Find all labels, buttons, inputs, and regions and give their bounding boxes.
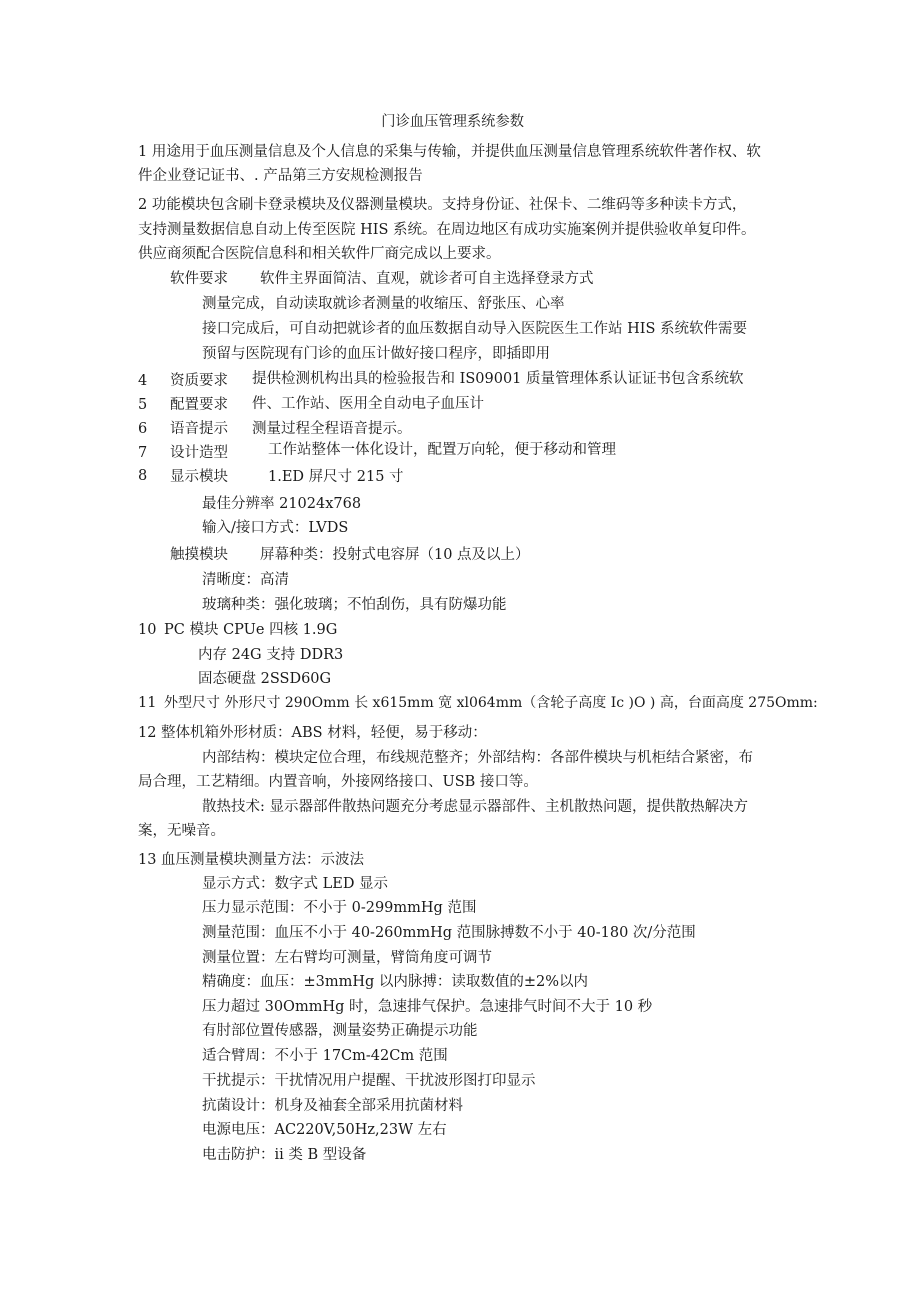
item-text: 外型尺寸 外形尺寸 290Omm 长 x615mm 宽 xl064mm（含轮子高度 Ic )O ) 高，台面高度 275Omm: (164, 695, 818, 711)
paragraph-line: 13 血压测量模块测量方法：示波法 (138, 852, 365, 868)
paragraph-line: 散热技术: 显示器部件散热问题充分考虑显示器部件、主机散热问题，提供散热解决方 (202, 799, 748, 815)
item-number: 4 (138, 373, 148, 389)
item-text: 显示方式：数字式 LED 显示 (202, 876, 389, 892)
item-text: 输入/接口方式：LVDS (202, 520, 349, 536)
item-label: 显示模块 (170, 469, 228, 485)
item-text: 电源电压：AC220V,50Hz,23W 左右 (202, 1122, 447, 1138)
paragraph-line: 案，无噪音。 (138, 823, 225, 839)
item-text: 屏幕种类：投射式电容屏（10 点及以上） (260, 547, 530, 563)
item-text: 工作站整体一体化设计，配置万向轮，便于移动和管理 (268, 442, 616, 458)
item-text: 测量位置：左右臂均可测量，臂筒角度可调节 (202, 950, 492, 966)
paragraph-line: 支持测量数据信息自动上传至医院 HIS 系统。在周边地区有成功实施案例并提供验收单复印件。 (138, 222, 756, 238)
paragraph-line: 件企业登记证书、. 产品第三方安规检测报告 (138, 168, 423, 184)
item-label: 设计造型 (170, 445, 228, 461)
item-text: 电击防护：ii 类 B 型设备 (202, 1147, 367, 1163)
item-number: 6 (138, 421, 148, 437)
item-text: 最佳分辨率 21024x768 (202, 496, 362, 512)
item-number: 11 (138, 695, 157, 711)
item-text: 有肘部位置传感器，测量姿势正确提示功能 (202, 1023, 478, 1039)
item-text: 干扰提示：干扰情况用户提醒、干扰波形图打印显示 (202, 1073, 536, 1089)
paragraph-line: 12 整体机箱外形材质：ABS 材料，轻便，易于移动： (138, 725, 487, 741)
item-number: 5 (138, 397, 148, 413)
item-text: 测量范围：血压不小于 40-260mmHg 范围脉搏数不小于 40-180 次/分范围 (202, 925, 696, 941)
item-label: 软件要求 (170, 271, 228, 287)
item-text: 软件主界面简洁、直观，就诊者可自主选择登录方式 (260, 271, 594, 287)
paragraph-line: 内部结构：模块定位合理，布线规范整齐；外部结构：各部件模块与机柜结合紧密，布 (202, 750, 753, 766)
item-label: 资质要求 (170, 373, 228, 389)
item-number: 7 (138, 445, 148, 461)
item-text: 件、工作站、医用全自动电子血压计 (252, 396, 484, 412)
item-text: 预留与医院现有门诊的血压计做好接口程序，即插即用 (202, 346, 550, 362)
item-text: 测量过程全程语音提示。 (252, 421, 412, 437)
item-text: 压力超过 30OmmHg 时，急速排气保护。急速排气时间不大于 10 秒 (202, 999, 653, 1015)
page-title: 门诊血压管理系统参数 (381, 114, 524, 130)
item-text: 固态硬盘 2SSD60G (198, 671, 332, 687)
item-text: 抗菌设计：机身及袖套全部采用抗菌材料 (202, 1098, 463, 1114)
item-text: 压力显示范围：不小于 0-299mmHg 范围 (202, 900, 477, 916)
item-text: 提供检测机构出具的检验报告和 IS09001 质量管理体系认证证书包含系统软 (252, 371, 744, 387)
item-text: PC 模块 CPUe 四核 1.9G (164, 622, 338, 638)
paragraph-line: 1 用途用于血压测量信息及个人信息的采集与传输，并提供血压测量信息管理系统软件著作权、软 (138, 144, 761, 160)
item-label: 配置要求 (170, 397, 228, 413)
item-text: 接口完成后，可自动把就诊者的血压数据自动导入医院医生工作站 HIS 系统软件需要 (202, 321, 748, 337)
item-text: 精确度：血压：±3mmHg 以内脉搏：读取数值的±2%以内 (202, 974, 589, 990)
paragraph-line: 供应商须配合医院信息科和相关软件厂商完成以上要求。 (138, 246, 501, 262)
item-text: 内存 24G 支持 DDR3 (198, 647, 344, 663)
item-number: 10 (138, 622, 157, 638)
item-label: 语音提示 (170, 421, 228, 437)
item-text: 1.ED 屏尺寸 215 寸 (268, 469, 404, 485)
item-text: 玻璃种类：强化玻璃；不怕刮伤，具有防爆功能 (202, 597, 507, 613)
item-number: 8 (138, 468, 148, 484)
item-text: 清晰度：高清 (202, 572, 289, 588)
item-text: 适合臂周：不小于 17Cm-42Cm 范围 (202, 1048, 448, 1064)
item-label: 触摸模块 (170, 547, 228, 563)
paragraph-line: 2 功能模块包含刷卡登录模块及仪器测量模块。支持身份证、社保卡、二维码等多种读卡方式， (138, 197, 747, 213)
item-text: 测量完成，自动读取就诊者测量的收缩压、舒张压、心率 (202, 296, 565, 312)
paragraph-line: 局合理，工艺精细。内置音响，外接网络接口、USB 接口等。 (138, 774, 538, 790)
